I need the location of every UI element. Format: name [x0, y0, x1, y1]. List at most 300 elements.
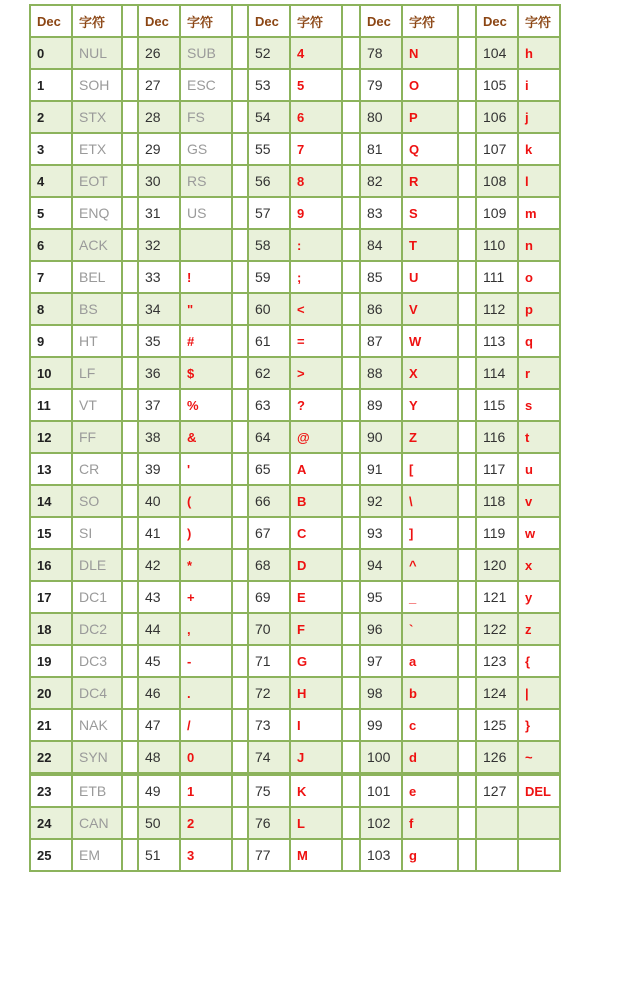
char-cell: %: [181, 390, 233, 422]
dec-cell: 75: [249, 776, 291, 808]
char-cell: E: [291, 582, 343, 614]
dec-cell: 73: [249, 710, 291, 742]
dec-header: Dec: [361, 6, 403, 38]
char-cell: i: [519, 70, 561, 102]
column-gap: [459, 646, 477, 678]
table-row: [31, 742, 561, 776]
dec-cell: 107: [477, 134, 519, 166]
char-cell: US: [181, 198, 233, 230]
char-cell: B: [291, 486, 343, 518]
column-gap: [233, 166, 249, 198]
dec-cell: 34: [139, 294, 181, 326]
column-gap: [343, 454, 361, 486]
table-header-row: [31, 6, 561, 38]
column-gap: [123, 294, 139, 326]
char-cell: S: [403, 198, 459, 230]
dec-cell: 78: [361, 38, 403, 70]
dec-header: Dec: [139, 6, 181, 38]
dec-cell: 8: [31, 294, 73, 326]
column-gap: [233, 582, 249, 614]
dec-cell: 93: [361, 518, 403, 550]
column-gap: [459, 390, 477, 422]
dec-cell: 41: [139, 518, 181, 550]
char-cell: $: [181, 358, 233, 390]
char-cell: ESC: [181, 70, 233, 102]
column-gap: [459, 710, 477, 742]
dec-cell: 12: [31, 422, 73, 454]
column-gap: [123, 262, 139, 294]
dec-header: Dec: [31, 6, 73, 38]
column-gap: [343, 422, 361, 454]
dec-cell: 116: [477, 422, 519, 454]
char-cell: ': [181, 454, 233, 486]
dec-cell: 50: [139, 808, 181, 840]
char-cell: <: [291, 294, 343, 326]
table-row: [31, 646, 561, 678]
dec-cell: [477, 808, 519, 840]
char-cell: STX: [73, 102, 123, 134]
column-gap: [343, 38, 361, 70]
char-cell: FS: [181, 102, 233, 134]
dec-cell: 84: [361, 230, 403, 262]
column-gap: [459, 518, 477, 550]
column-gap: [343, 230, 361, 262]
column-gap: [123, 326, 139, 358]
dec-cell: 51: [139, 840, 181, 872]
char-cell: ACK: [73, 230, 123, 262]
dec-cell: 32: [139, 230, 181, 262]
dec-cell: 7: [31, 262, 73, 294]
column-gap: [343, 198, 361, 230]
char-cell: m: [519, 198, 561, 230]
table-row: [31, 230, 561, 262]
char-cell: DLE: [73, 550, 123, 582]
column-gap: [459, 840, 477, 872]
dec-cell: 122: [477, 614, 519, 646]
dec-cell: 121: [477, 582, 519, 614]
char-cell: RS: [181, 166, 233, 198]
dec-cell: 106: [477, 102, 519, 134]
char-cell: VT: [73, 390, 123, 422]
char-cell: j: [519, 102, 561, 134]
dec-cell: 98: [361, 678, 403, 710]
column-gap: [459, 6, 477, 38]
dec-cell: 125: [477, 710, 519, 742]
dec-cell: 27: [139, 70, 181, 102]
dec-cell: 47: [139, 710, 181, 742]
dec-cell: 62: [249, 358, 291, 390]
column-gap: [123, 646, 139, 678]
table-row: [31, 550, 561, 582]
char-cell: =: [291, 326, 343, 358]
char-cell: \: [403, 486, 459, 518]
dec-cell: 55: [249, 134, 291, 166]
table-row: [31, 390, 561, 422]
char-header: 字符: [73, 6, 123, 38]
char-cell: N: [403, 38, 459, 70]
dec-cell: 114: [477, 358, 519, 390]
column-gap: [123, 614, 139, 646]
dec-cell: 30: [139, 166, 181, 198]
dec-cell: 9: [31, 326, 73, 358]
dec-cell: 23: [31, 776, 73, 808]
column-gap: [233, 38, 249, 70]
char-cell: K: [291, 776, 343, 808]
dec-cell: 87: [361, 326, 403, 358]
column-gap: [459, 198, 477, 230]
char-cell: 6: [291, 102, 343, 134]
char-header: 字符: [291, 6, 343, 38]
dec-cell: 15: [31, 518, 73, 550]
column-gap: [459, 230, 477, 262]
column-gap: [123, 454, 139, 486]
dec-cell: 24: [31, 808, 73, 840]
char-cell: c: [403, 710, 459, 742]
char-header: 字符: [181, 6, 233, 38]
dec-cell: 77: [249, 840, 291, 872]
column-gap: [123, 776, 139, 808]
dec-cell: 49: [139, 776, 181, 808]
char-cell: C: [291, 518, 343, 550]
char-cell: [181, 230, 233, 262]
dec-cell: 74: [249, 742, 291, 776]
column-gap: [343, 294, 361, 326]
column-gap: [233, 742, 249, 776]
char-cell: .: [181, 678, 233, 710]
char-cell: v: [519, 486, 561, 518]
char-cell: HT: [73, 326, 123, 358]
column-gap: [459, 326, 477, 358]
table-row: [31, 840, 561, 872]
char-cell: LF: [73, 358, 123, 390]
column-gap: [123, 550, 139, 582]
dec-cell: 25: [31, 840, 73, 872]
column-gap: [343, 390, 361, 422]
table-row: [31, 582, 561, 614]
column-gap: [233, 550, 249, 582]
dec-cell: 18: [31, 614, 73, 646]
column-gap: [233, 294, 249, 326]
column-gap: [123, 582, 139, 614]
dec-cell: 36: [139, 358, 181, 390]
dec-cell: 65: [249, 454, 291, 486]
column-gap: [459, 614, 477, 646]
char-cell: /: [181, 710, 233, 742]
dec-header: Dec: [249, 6, 291, 38]
dec-cell: 79: [361, 70, 403, 102]
column-gap: [233, 422, 249, 454]
dec-cell: 64: [249, 422, 291, 454]
dec-cell: 99: [361, 710, 403, 742]
column-gap: [123, 742, 139, 776]
dec-cell: 68: [249, 550, 291, 582]
column-gap: [233, 646, 249, 678]
dec-cell: 6: [31, 230, 73, 262]
char-cell: b: [403, 678, 459, 710]
char-cell: U: [403, 262, 459, 294]
column-gap: [233, 518, 249, 550]
dec-cell: 104: [477, 38, 519, 70]
char-cell: #: [181, 326, 233, 358]
dec-cell: 95: [361, 582, 403, 614]
column-gap: [459, 294, 477, 326]
column-gap: [233, 840, 249, 872]
char-cell: SO: [73, 486, 123, 518]
dec-cell: 17: [31, 582, 73, 614]
column-gap: [459, 550, 477, 582]
dec-cell: 33: [139, 262, 181, 294]
char-cell: BEL: [73, 262, 123, 294]
char-cell: _: [403, 582, 459, 614]
dec-cell: 40: [139, 486, 181, 518]
dec-cell: 44: [139, 614, 181, 646]
dec-cell: 86: [361, 294, 403, 326]
dec-cell: 97: [361, 646, 403, 678]
dec-cell: 80: [361, 102, 403, 134]
char-cell: @: [291, 422, 343, 454]
char-cell: (: [181, 486, 233, 518]
column-gap: [123, 70, 139, 102]
column-gap: [343, 6, 361, 38]
dec-cell: 43: [139, 582, 181, 614]
char-cell: `: [403, 614, 459, 646]
char-cell: EOT: [73, 166, 123, 198]
char-cell: DC3: [73, 646, 123, 678]
column-gap: [123, 390, 139, 422]
char-cell: 0: [181, 742, 233, 776]
char-cell: h: [519, 38, 561, 70]
column-gap: [233, 614, 249, 646]
dec-cell: 59: [249, 262, 291, 294]
char-cell: e: [403, 776, 459, 808]
column-gap: [459, 454, 477, 486]
char-cell: u: [519, 454, 561, 486]
column-gap: [459, 742, 477, 776]
char-cell: ETX: [73, 134, 123, 166]
column-gap: [343, 808, 361, 840]
column-gap: [123, 134, 139, 166]
dec-cell: 14: [31, 486, 73, 518]
dec-cell: 13: [31, 454, 73, 486]
char-cell: SYN: [73, 742, 123, 776]
dec-header: Dec: [477, 6, 519, 38]
column-gap: [459, 166, 477, 198]
dec-cell: 35: [139, 326, 181, 358]
table-row: [31, 326, 561, 358]
table-row: [31, 710, 561, 742]
char-cell: A: [291, 454, 343, 486]
dec-cell: 48: [139, 742, 181, 776]
char-cell: 8: [291, 166, 343, 198]
dec-cell: 92: [361, 486, 403, 518]
column-gap: [343, 486, 361, 518]
dec-cell: 120: [477, 550, 519, 582]
column-gap: [459, 38, 477, 70]
table-row: [31, 294, 561, 326]
char-cell: M: [291, 840, 343, 872]
table-row: [31, 102, 561, 134]
column-gap: [123, 198, 139, 230]
column-gap: [233, 710, 249, 742]
char-cell: SUB: [181, 38, 233, 70]
char-cell: ;: [291, 262, 343, 294]
column-gap: [233, 102, 249, 134]
char-cell: k: [519, 134, 561, 166]
char-cell: z: [519, 614, 561, 646]
dec-cell: 60: [249, 294, 291, 326]
char-cell: 7: [291, 134, 343, 166]
char-cell: ^: [403, 550, 459, 582]
dec-cell: 26: [139, 38, 181, 70]
column-gap: [343, 678, 361, 710]
dec-cell: 54: [249, 102, 291, 134]
dec-cell: [477, 840, 519, 872]
table-row: [31, 454, 561, 486]
dec-cell: 102: [361, 808, 403, 840]
table-row: [31, 678, 561, 710]
column-gap: [459, 582, 477, 614]
char-cell: [519, 840, 561, 872]
dec-cell: 109: [477, 198, 519, 230]
dec-cell: 105: [477, 70, 519, 102]
dec-cell: 96: [361, 614, 403, 646]
dec-cell: 45: [139, 646, 181, 678]
column-gap: [343, 518, 361, 550]
char-header: 字符: [403, 6, 459, 38]
char-cell: DC1: [73, 582, 123, 614]
char-cell: ENQ: [73, 198, 123, 230]
char-cell: o: [519, 262, 561, 294]
table-row: [31, 166, 561, 198]
column-gap: [123, 422, 139, 454]
column-gap: [123, 230, 139, 262]
char-cell: [519, 808, 561, 840]
dec-cell: 57: [249, 198, 291, 230]
dec-cell: 71: [249, 646, 291, 678]
dec-cell: 37: [139, 390, 181, 422]
column-gap: [343, 262, 361, 294]
char-cell: f: [403, 808, 459, 840]
char-cell: Q: [403, 134, 459, 166]
column-gap: [459, 808, 477, 840]
char-cell: 3: [181, 840, 233, 872]
dec-cell: 5: [31, 198, 73, 230]
char-cell: GS: [181, 134, 233, 166]
ascii-table-container: [29, 4, 561, 872]
char-cell: T: [403, 230, 459, 262]
char-cell: DEL: [519, 776, 561, 808]
char-cell: P: [403, 102, 459, 134]
char-cell: g: [403, 840, 459, 872]
char-cell: w: [519, 518, 561, 550]
table-row: [31, 486, 561, 518]
char-cell: D: [291, 550, 343, 582]
dec-cell: 76: [249, 808, 291, 840]
dec-cell: 58: [249, 230, 291, 262]
column-gap: [123, 518, 139, 550]
char-cell: ETB: [73, 776, 123, 808]
dec-cell: 112: [477, 294, 519, 326]
ascii-table: [29, 4, 561, 872]
char-cell: r: [519, 358, 561, 390]
dec-cell: 1: [31, 70, 73, 102]
char-cell: t: [519, 422, 561, 454]
char-cell: :: [291, 230, 343, 262]
dec-cell: 82: [361, 166, 403, 198]
char-cell: R: [403, 166, 459, 198]
char-cell: I: [291, 710, 343, 742]
char-cell: O: [403, 70, 459, 102]
column-gap: [123, 358, 139, 390]
column-gap: [459, 422, 477, 454]
dec-cell: 124: [477, 678, 519, 710]
dec-cell: 94: [361, 550, 403, 582]
char-cell: x: [519, 550, 561, 582]
char-cell: 5: [291, 70, 343, 102]
char-cell: a: [403, 646, 459, 678]
column-gap: [123, 6, 139, 38]
column-gap: [123, 38, 139, 70]
char-cell: CAN: [73, 808, 123, 840]
column-gap: [123, 678, 139, 710]
char-cell: ?: [291, 390, 343, 422]
column-gap: [343, 840, 361, 872]
char-cell: ": [181, 294, 233, 326]
dec-cell: 101: [361, 776, 403, 808]
char-cell: DC4: [73, 678, 123, 710]
column-gap: [343, 742, 361, 776]
table-row: [31, 614, 561, 646]
char-cell: ]: [403, 518, 459, 550]
column-gap: [123, 486, 139, 518]
char-cell: -: [181, 646, 233, 678]
dec-cell: 38: [139, 422, 181, 454]
column-gap: [343, 646, 361, 678]
dec-cell: 20: [31, 678, 73, 710]
column-gap: [459, 102, 477, 134]
column-gap: [233, 454, 249, 486]
column-gap: [343, 776, 361, 808]
dec-cell: 117: [477, 454, 519, 486]
dec-cell: 3: [31, 134, 73, 166]
dec-cell: 90: [361, 422, 403, 454]
table-row: [31, 518, 561, 550]
char-cell: 4: [291, 38, 343, 70]
column-gap: [233, 6, 249, 38]
dec-cell: 127: [477, 776, 519, 808]
char-cell: ): [181, 518, 233, 550]
char-cell: +: [181, 582, 233, 614]
column-gap: [343, 614, 361, 646]
dec-cell: 91: [361, 454, 403, 486]
char-cell: |: [519, 678, 561, 710]
table-row: [31, 198, 561, 230]
table-row: [31, 262, 561, 294]
char-cell: SOH: [73, 70, 123, 102]
dec-cell: 16: [31, 550, 73, 582]
char-cell: CR: [73, 454, 123, 486]
char-cell: }: [519, 710, 561, 742]
char-cell: {: [519, 646, 561, 678]
char-cell: X: [403, 358, 459, 390]
dec-cell: 69: [249, 582, 291, 614]
dec-cell: 28: [139, 102, 181, 134]
column-gap: [459, 486, 477, 518]
char-cell: s: [519, 390, 561, 422]
column-gap: [459, 262, 477, 294]
dec-cell: 10: [31, 358, 73, 390]
dec-cell: 53: [249, 70, 291, 102]
